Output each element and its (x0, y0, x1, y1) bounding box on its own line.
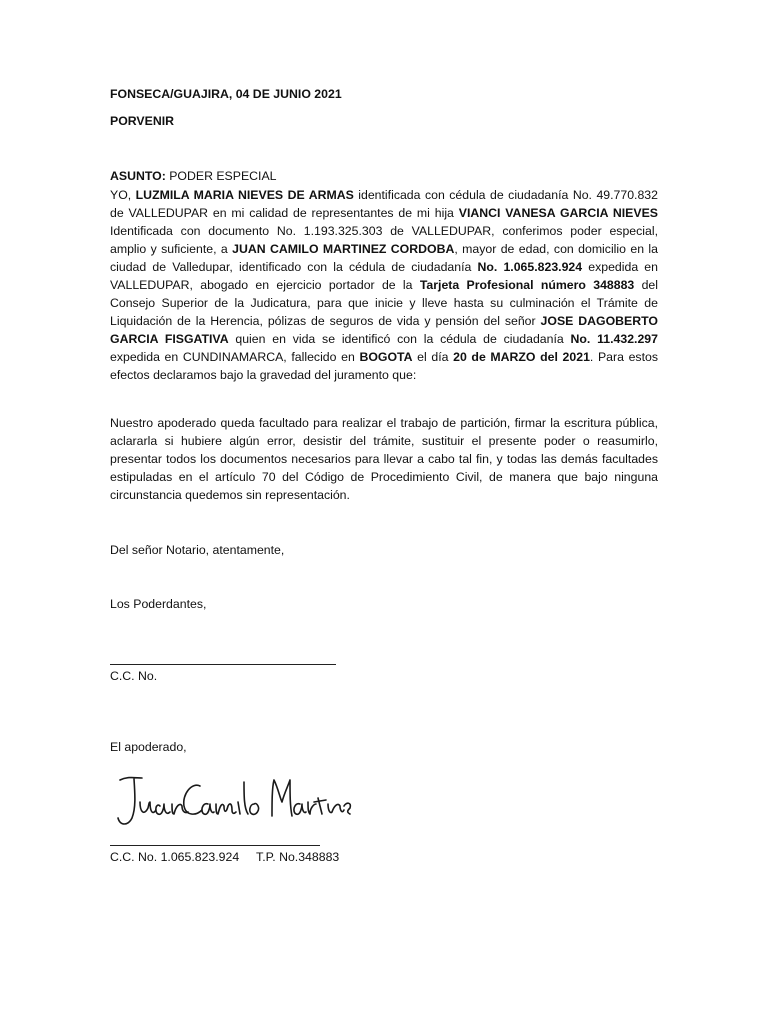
p1-text: expedida en VALLEDUPAR, abogado en ejercicio portador de la (110, 260, 658, 292)
salutation: Del señor Notario, atentamente, (110, 543, 285, 557)
subject-label: ASUNTO: (110, 169, 166, 183)
attorney-label: El apoderado, (110, 740, 187, 754)
grantor-signature-line (110, 664, 336, 665)
attorney-signature-line (110, 845, 320, 846)
paragraph-faculties: Nuestro apoderado queda facultado para realizar el trabajo de partición, firmar la escritura pública, aclararla si hubiere algún error, desistir del trámite, sustituir el presente poder o reasumirlo, presentar todos los documentos necesarios para llevar a cabo tal fin, y todas las demás facultades estipuladas en el artículo 70 del Código de Procedimiento Civil, de manera que bajo ninguna circunstancia quedemos sin representación. (110, 416, 658, 502)
professional-card: Tarjeta Profesional número 348883 (419, 278, 635, 292)
grantors-label: Los Poderdantes, (110, 597, 207, 611)
p1-text: , mayor de edad, con domicilio en la ciudad de Valledupar, identificado con la cédula de ciudadanía (110, 242, 658, 274)
p1-text: del Consejo Superior de la Judicatura, para que inicie y lleve hasta su culminación el Trámite de Liquidación de la Herencia, pólizas de seguros de vida y pensión del señor (110, 278, 659, 328)
p1-text: Identificada con documento No. 1.193.325.303 de VALLEDUPAR, conferimos poder especial, amplio y suficiente, a (110, 224, 658, 256)
deceased-name: JOSE DAGOBERTO GARCIA FISGATIVA (110, 314, 658, 346)
death-place: BOGOTA (359, 350, 413, 364)
recipient: PORVENIR (110, 114, 175, 128)
daughter-name: VIANCI VANESA GARCIA NIEVES (458, 206, 658, 220)
grantor-cc: C.C. No. (110, 669, 158, 683)
paragraph-power-of-attorney (110, 186, 658, 384)
attorney-name: JUAN CAMILO MARTINEZ CORDOBA (232, 242, 455, 256)
p1-text: el día (412, 350, 454, 364)
p1-text: YO, (110, 188, 136, 202)
attorney-signature (114, 772, 354, 836)
subject-text: PODER ESPECIAL (165, 169, 277, 183)
subject-line (110, 169, 277, 183)
place-date: FONSECA/GUAJIRA, 04 DE JUNIO 2021 (110, 87, 342, 101)
p1-text: identificada con cédula de ciudadanía No. 49.770.832 de VALLEDUPAR en mi calidad de representantes de mi hija (110, 188, 658, 220)
death-date: 20 de MARZO del 2021 (453, 350, 590, 364)
attorney-id: C.C. No. 1.065.823.924 T.P. No.348883 (110, 850, 340, 864)
p1-text: expedida en CUNDINAMARCA, fallecido en (110, 350, 360, 364)
deceased-cc: No. 11.432.297 (570, 332, 658, 346)
attorney-cc: No. 1.065.823.924 (477, 260, 583, 274)
p1-text: quien en vida se identificó con la cédula de ciudadanía (228, 332, 571, 346)
p1-text: . Para estos efectos declaramos bajo la gravedad del juramento que: (110, 350, 658, 382)
grantor-name: LUZMILA MARIA NIEVES DE ARMAS (135, 188, 354, 202)
